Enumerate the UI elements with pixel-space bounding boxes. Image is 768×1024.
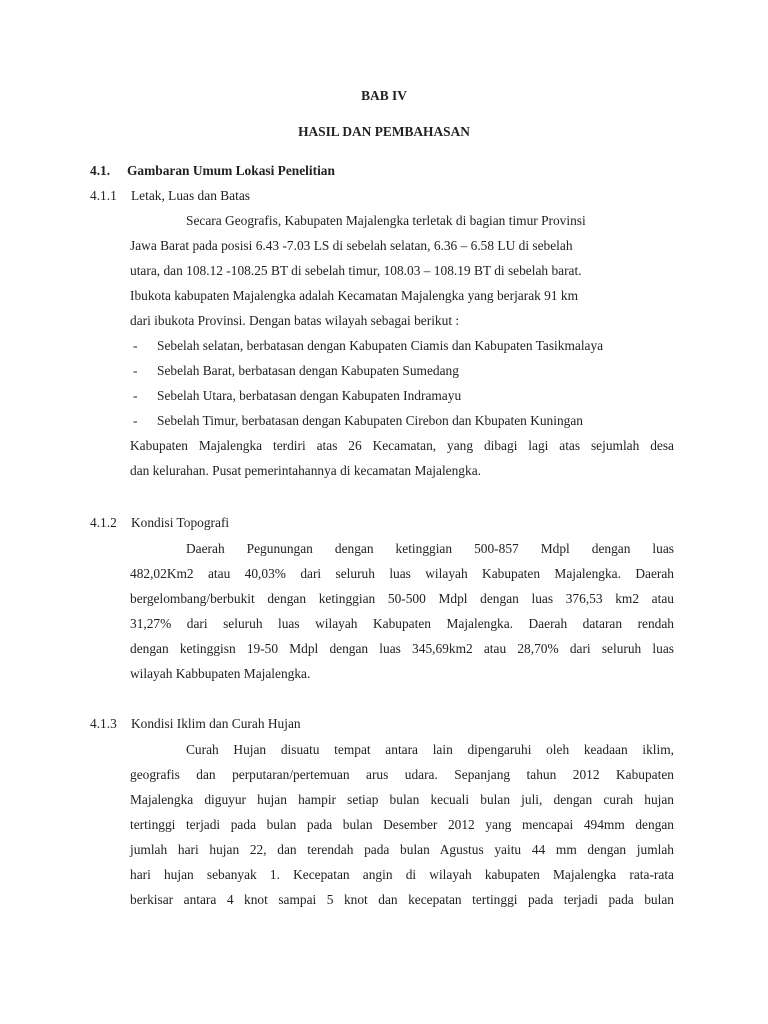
chapter-heading: BAB IV bbox=[361, 88, 407, 103]
paragraph-line: tertinggi terjadi pada bulan pada bulan Desember 2012 yang mencapai 494mm dengan bbox=[130, 817, 674, 832]
subsection-title: Kondisi Topografi bbox=[131, 515, 230, 530]
bullet-dash: - bbox=[133, 338, 138, 353]
subsection-number: 4.1.2 bbox=[90, 515, 117, 530]
section-number: 4.1. bbox=[90, 163, 111, 178]
paragraph-line: hari hujan sebanyak 1. Kecepatan angin di wilayah kabupaten Majalengka rata-rata bbox=[130, 867, 674, 882]
subsection-number: 4.1.3 bbox=[90, 716, 117, 731]
paragraph-line: Secara Geografis, Kabupaten Majalengka terletak di bagian timur Provinsi bbox=[186, 213, 586, 228]
list-item: Sebelah Timur, berbatasan dengan Kabupaten Cirebon dan Kbupaten Kuningan bbox=[157, 413, 584, 428]
bullet-dash: - bbox=[133, 413, 138, 428]
list-item: Sebelah Utara, berbatasan dengan Kabupaten Indramayu bbox=[157, 388, 462, 403]
paragraph-line: wilayah Kabbupaten Majalengka. bbox=[130, 666, 311, 681]
paragraph-line: Jawa Barat pada posisi 6.43 -7.03 LS di sebelah selatan, 6.36 – 6.58 LU di sebelah bbox=[130, 238, 573, 253]
paragraph-line: utara, dan 108.12 -108.25 BT di sebelah timur, 108.03 – 108.19 BT di sebelah barat. bbox=[130, 263, 582, 278]
paragraph-line: Curah Hujan disuatu tempat antara lain dipengaruhi oleh keadaan iklim, bbox=[186, 742, 674, 757]
paragraph-line: geografis dan perputaran/pertemuan arus udara. Sepanjang tahun 2012 Kabupaten bbox=[130, 767, 674, 782]
paragraph-line: Kabupaten Majalengka terdiri atas 26 Kecamatan, yang dibagi lagi atas sejumlah desa bbox=[130, 438, 674, 453]
list-item: Sebelah Barat, berbatasan dengan Kabupaten Sumedang bbox=[157, 363, 459, 378]
paragraph-line: dengan ketinggisn 19-50 Mdpl dengan luas 345,69km2 atau 28,70% dari seluruh luas bbox=[130, 641, 674, 656]
paragraph-line: 482,02Km2 atau 40,03% dari seluruh luas wilayah Kabupaten Majalengka. Daerah bbox=[130, 566, 674, 581]
paragraph-line: dari ibukota Provinsi. Dengan batas wilayah sebagai berikut : bbox=[130, 313, 460, 328]
list-item: Sebelah selatan, berbatasan dengan Kabupaten Ciamis dan Kabupaten Tasikmalaya bbox=[157, 338, 604, 353]
subsection-title: Letak, Luas dan Batas bbox=[131, 188, 250, 203]
bullet-dash: - bbox=[133, 388, 138, 403]
paragraph-line: 31,27% dari seluruh luas wilayah Kabupaten Majalengka. Daerah dataran rendah bbox=[130, 616, 674, 631]
paragraph-line: dan kelurahan. Pusat pemerintahannya di kecamatan Majalengka. bbox=[130, 463, 481, 478]
subsection-number: 4.1.1 bbox=[90, 188, 117, 203]
section-title: Gambaran Umum Lokasi Penelitian bbox=[127, 163, 335, 178]
subsection-title: Kondisi Iklim dan Curah Hujan bbox=[131, 716, 301, 731]
paragraph-line: Ibukota kabupaten Majalengka adalah Kecamatan Majalengka yang berjarak 91 km bbox=[130, 288, 579, 303]
bullet-dash: - bbox=[133, 363, 138, 378]
paragraph-line: jumlah hari hujan 22, dan terendah pada bulan Agustus yaitu 44 mm dengan jumlah bbox=[130, 842, 674, 857]
chapter-title: HASIL DAN PEMBAHASAN bbox=[298, 124, 470, 139]
paragraph-line: berkisar antara 4 knot sampai 5 knot dan kecepatan tertinggi pada terjadi pada bulan bbox=[130, 892, 674, 907]
paragraph-line: Daerah Pegunungan dengan ketinggian 500-857 Mdpl dengan luas bbox=[186, 541, 674, 556]
paragraph-line: bergelombang/berbukit dengan ketinggian 50-500 Mdpl dengan luas 376,53 km2 atau bbox=[130, 591, 674, 606]
paragraph-line: Majalengka diguyur hujan hampir setiap bulan kecuali bulan juli, dengan curah hujan bbox=[130, 792, 674, 807]
